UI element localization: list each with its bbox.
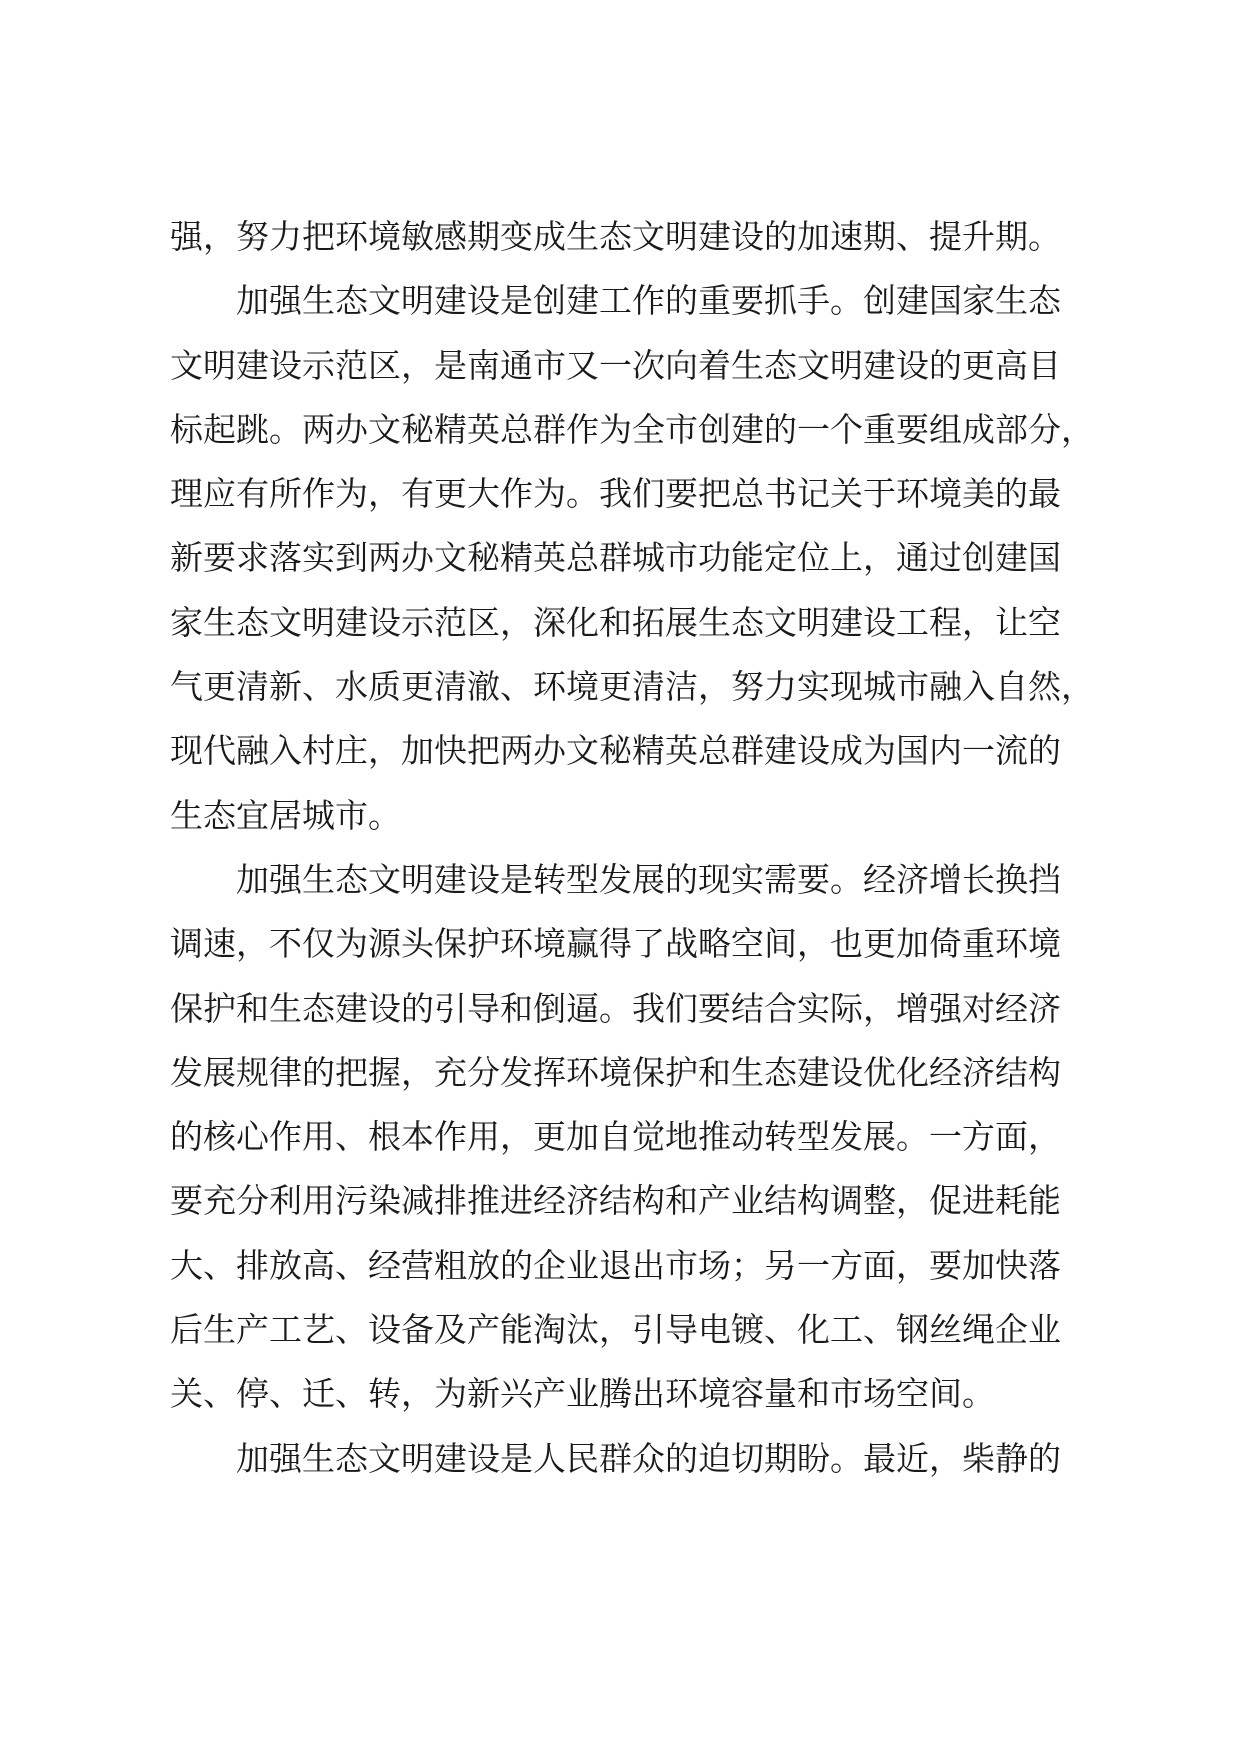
paragraph-4 [170,1427,1100,1491]
text-line: 的核心作用、根本作用，更加自觉地推动转型发展。一方面， [170,1117,1061,1157]
text-line: 新要求落实到两办文秘精英总群城市功能定位上，通过创建国 [170,538,1061,578]
paragraph-2 [170,269,1100,848]
text-line: 关、停、迁、转，为新兴产业腾出环境容量和市场空间。 [170,1374,995,1414]
text-line: 调速，不仅为源头保护环境赢得了战略空间，也更加倚重环境 [170,924,1061,964]
text-line: 现代融入村庄，加快把两办文秘精英总群建设成为国内一流的 [170,731,1061,771]
text-line: 加强生态文明建设是转型发展的现实需要。经济增长换挡 [236,859,1061,899]
text-line: 要充分利用污染减排推进经济结构和产业结构调整，促进耗能 [170,1181,1061,1221]
text-line: 文明建设示范区，是南通市又一次向着生态文明建设的更高目 [170,345,1061,385]
text-line: 加强生态文明建设是创建工作的重要抓手。创建国家生态 [236,281,1061,321]
text-line: 发展规律的把握，充分发挥环境保护和生态建设优化经济结构 [170,1052,1061,1092]
text-line: 家生态文明建设示范区，深化和拓展生态文明建设工程，让空 [170,602,1061,642]
document-body [170,205,1100,1491]
paragraph-1 [170,205,1100,269]
text-line: 强，努力把环境敏感期变成生态文明建设的加速期、提升期。 [170,217,1061,256]
text-line: 后生产工艺、设备及产能淘汰，引导电镀、化工、钢丝绳企业 [170,1310,1061,1350]
text-line: 生态宜居城市。 [170,795,401,835]
paragraph-3 [170,848,1100,1427]
text-line: 加强生态文明建设是人民群众的迫切期盼。最近，柴静的 [236,1438,1061,1478]
text-line: 大、排放高、经营粗放的企业退出市场；另一方面，要加快落 [170,1245,1061,1285]
text-line: 标起跳。两办文秘精英总群作为全市创建的一个重要组成部分， [170,409,1094,449]
text-line: 保护和生态建设的引导和倒逼。我们要结合实际，增强对经济 [170,988,1061,1028]
text-line: 理应有所作为，有更大作为。我们要把总书记关于环境美的最 [170,474,1061,514]
text-line: 气更清新、水质更清澈、环境更清洁，努力实现城市融入自然， [170,667,1094,707]
